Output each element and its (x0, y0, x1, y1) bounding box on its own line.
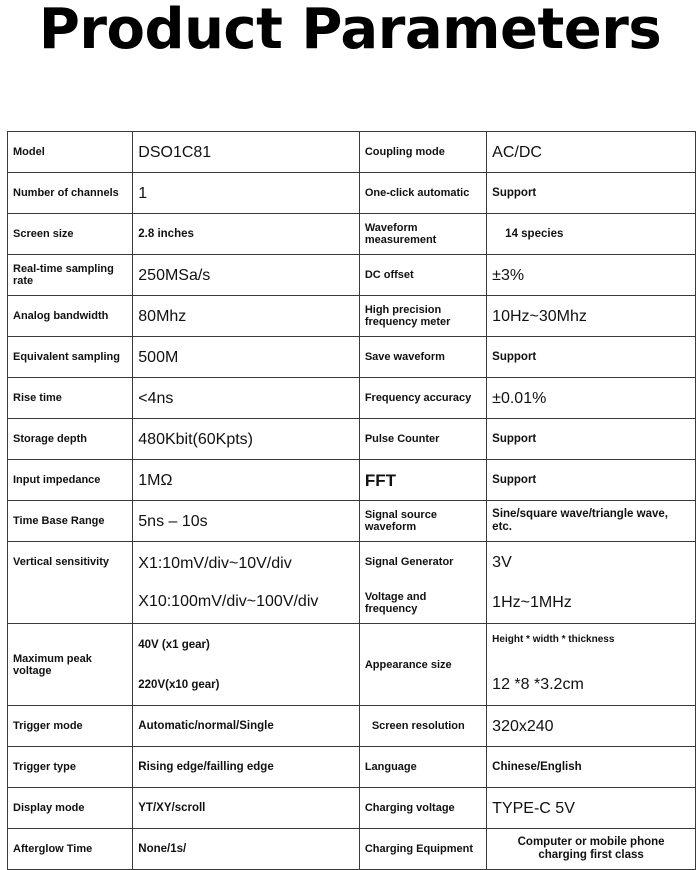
param-label: Voltage and frequency (359, 583, 486, 624)
param-value: X10:100mV/div~100V/div (138, 592, 319, 610)
param-label: Coupling mode (359, 132, 486, 173)
param-label: Real-time sampling rate (8, 255, 133, 296)
param-value: Support (487, 460, 696, 501)
param-label: Analog bandwidth (8, 296, 133, 337)
param-label: Model (8, 132, 133, 173)
param-label: Signal source waveform (359, 501, 486, 542)
param-label: Maximum peak voltage (8, 624, 133, 706)
param-label: Save waveform (359, 337, 486, 378)
param-value: 220V(x10 gear) (138, 678, 220, 691)
param-label: DC offset (359, 255, 486, 296)
param-value: Automatic/normal/Single (133, 706, 360, 747)
param-label: Storage depth (8, 419, 133, 460)
param-label: Screen size (8, 214, 133, 255)
param-label: Trigger mode (8, 706, 133, 747)
param-value: X1:10mV/div~10V/div (138, 554, 292, 572)
param-value: 80Mhz (133, 296, 360, 337)
table-row (8, 788, 696, 829)
param-value: Rising edge/failling edge (133, 747, 360, 788)
param-value: TYPE-C 5V (487, 788, 696, 829)
param-label: Frequency accuracy (359, 378, 486, 419)
param-value: None/1s/ (133, 829, 360, 870)
param-label: Display mode (8, 788, 133, 829)
table-row (8, 829, 696, 870)
param-value: Support (487, 419, 696, 460)
param-value: YT/XY/scroll (133, 788, 360, 829)
param-value: 250MSa/s (133, 255, 360, 296)
table-row (8, 337, 696, 378)
table-row (8, 460, 696, 501)
param-value: Chinese/English (487, 747, 696, 788)
param-value-group (133, 624, 360, 706)
param-value: Support (487, 337, 696, 378)
param-label: Charging Equipment (359, 829, 486, 870)
table-row (8, 378, 696, 419)
param-value: AC/DC (487, 132, 696, 173)
param-value: Support (487, 173, 696, 214)
param-label: Number of channels (8, 173, 133, 214)
table-row (8, 542, 696, 583)
param-label: Trigger type (8, 747, 133, 788)
param-value: 5ns – 10s (133, 501, 360, 542)
param-value: 320x240 (487, 706, 696, 747)
param-value: 12 *8 *3.2cm (487, 665, 696, 706)
param-value: 1MΩ (133, 460, 360, 501)
param-value: 3V (487, 542, 696, 583)
page-title: Product Parameters (38, 0, 662, 62)
param-value: Computer or mobile phone charging first class (487, 829, 696, 870)
param-label: Screen resolution (359, 706, 486, 747)
param-value: 40V (x1 gear) (138, 638, 210, 651)
param-label: Signal Generator (359, 542, 486, 583)
table-row (8, 173, 696, 214)
param-label: Language (359, 747, 486, 788)
param-value: 2.8 inches (133, 214, 360, 255)
parameters-table (7, 131, 696, 870)
param-value: 1 (133, 173, 360, 214)
param-value: Sine/square wave/triangle wave, etc. (487, 501, 696, 542)
param-label: Pulse Counter (359, 419, 486, 460)
param-value: 10Hz~30Mhz (487, 296, 696, 337)
table-row (8, 419, 696, 460)
param-label: Equivalent sampling (8, 337, 133, 378)
param-value: 14 species (487, 214, 696, 255)
param-value: DSO1C81 (133, 132, 360, 173)
param-label: Vertical sensitivity (8, 542, 133, 624)
param-label: Waveform measurement (359, 214, 486, 255)
param-value: <4ns (133, 378, 360, 419)
param-label: Charging voltage (359, 788, 486, 829)
param-value: Height * width * thickness (487, 624, 696, 665)
table-row (8, 747, 696, 788)
param-label: Input impedance (8, 460, 133, 501)
param-value: ±0.01% (487, 378, 696, 419)
param-value: 480Kbit(60Kpts) (133, 419, 360, 460)
param-label: One-click automatic (359, 173, 486, 214)
param-value: 500M (133, 337, 360, 378)
param-label: Time Base Range (8, 501, 133, 542)
param-label: Appearance size (359, 624, 486, 706)
param-label: High precision frequency meter (359, 296, 486, 337)
table-row (8, 255, 696, 296)
table-row (8, 501, 696, 542)
table-row (8, 624, 696, 665)
param-value-group (133, 542, 360, 624)
param-label: FFT (359, 460, 486, 501)
param-label: Rise time (8, 378, 133, 419)
table-row (8, 214, 696, 255)
param-value: ±3% (487, 255, 696, 296)
param-label: Afterglow Time (8, 829, 133, 870)
table-row (8, 132, 696, 173)
param-value: 1Hz~1MHz (487, 583, 696, 624)
table-row (8, 296, 696, 337)
table-row (8, 706, 696, 747)
